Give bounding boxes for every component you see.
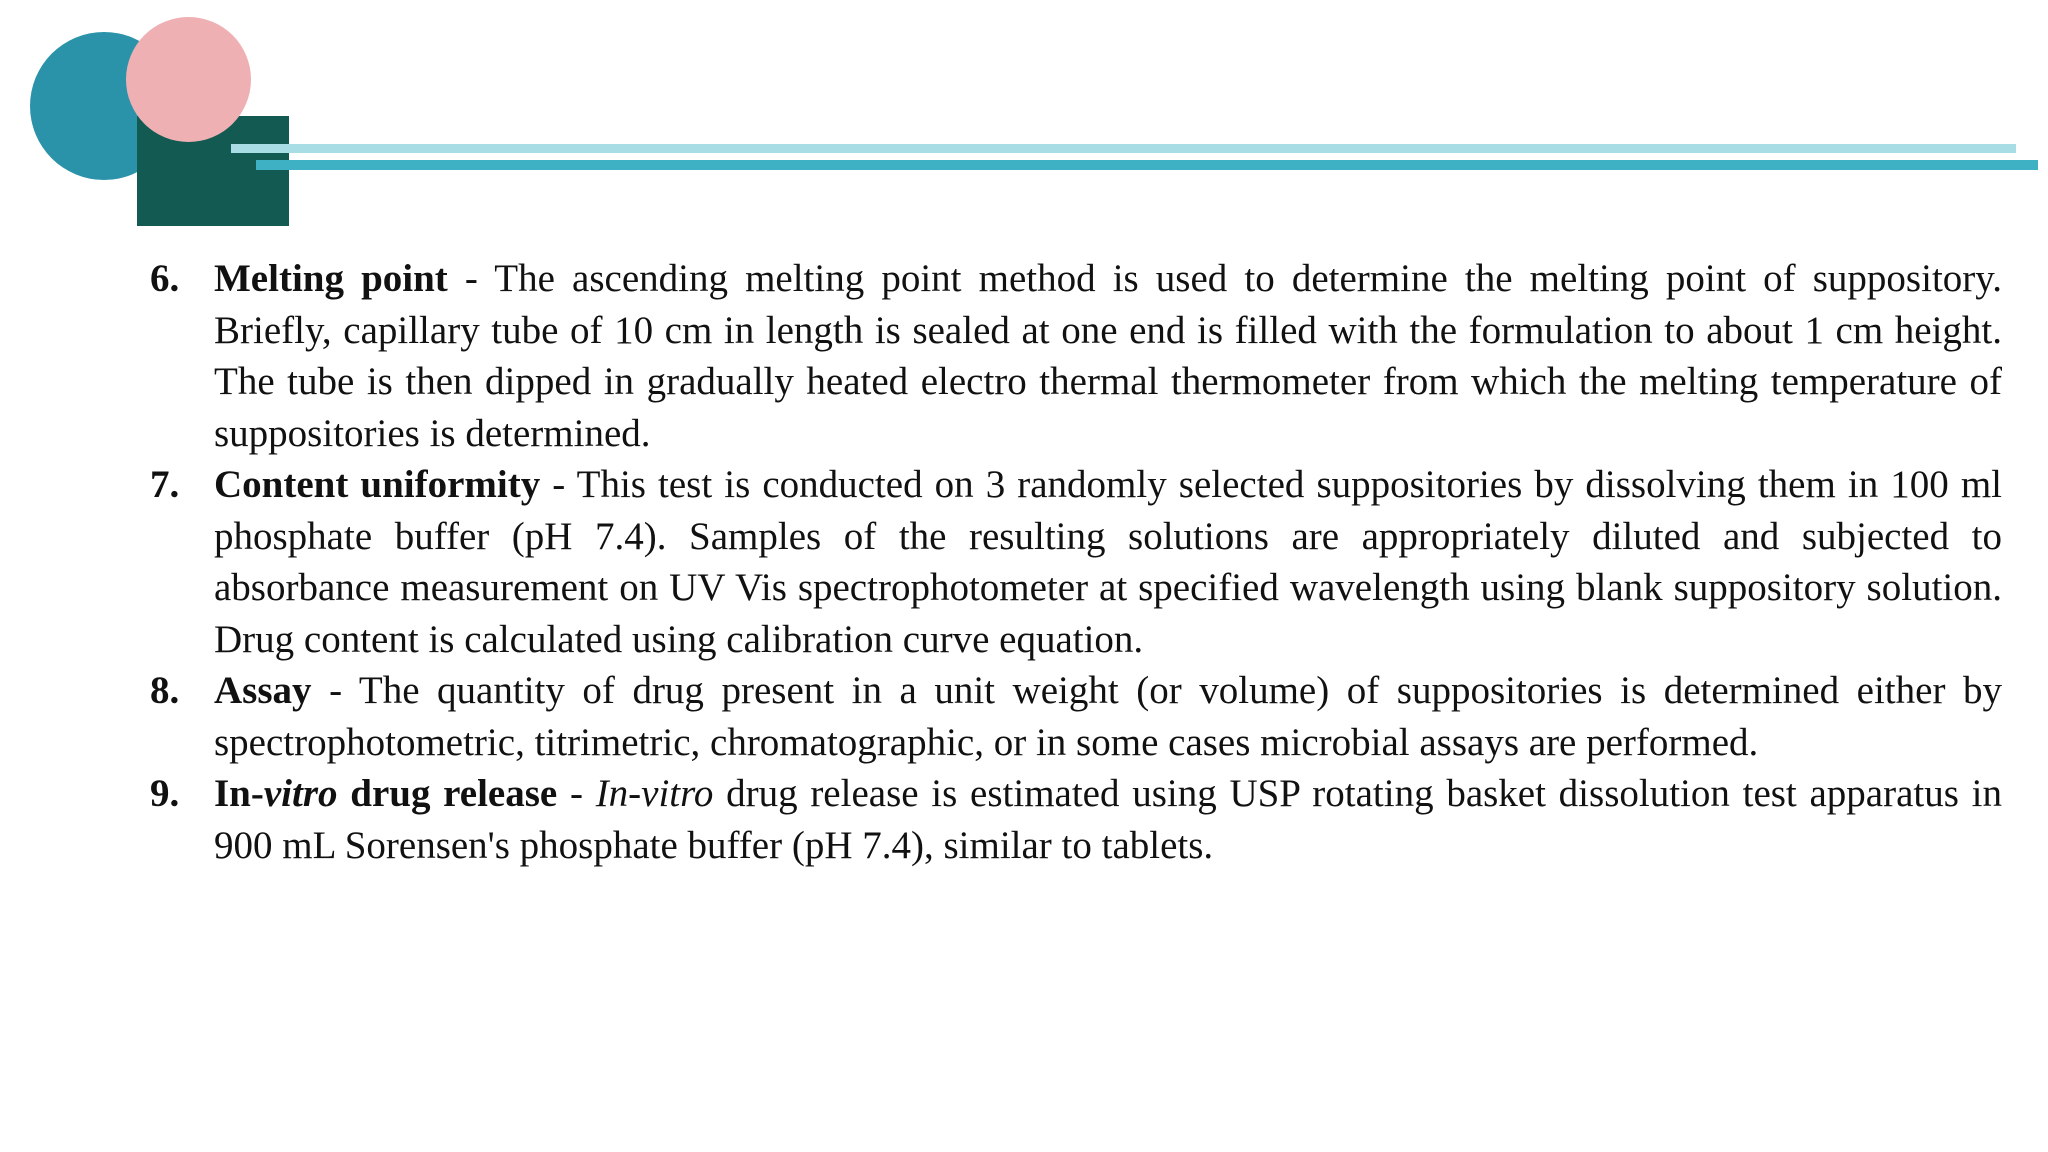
item-separator: - <box>540 463 577 506</box>
list-number: 6. <box>150 257 180 300</box>
item-body-italic: In-vitro <box>595 772 714 815</box>
list-number: 7. <box>150 463 180 506</box>
decorative-dark-line <box>256 160 2038 170</box>
item-body: The ascending melting point method is used to determine the melting point of suppository. Briefly, capillary tube of 10 cm in length is sealed at one end is filled with the formulation to about 1 cm height. The tube is then dipped in gradually heated electro thermal thermometer from which the melting temperature of suppositories is determined. <box>214 257 2002 455</box>
item-separator: - <box>557 772 596 815</box>
item-term <box>214 772 557 815</box>
item-body: This test is conducted on 3 randomly selected suppositories by dissolving them in 100 ml phosphate buffer (pH 7.4). Samples of the resulting solutions are appropriately diluted and subjected to absorbance measurement on UV Vis spectrophotometer at specified wavelength using blank suppository solution. Drug content is calculated using calibration curve equation. <box>214 463 2002 661</box>
list-item-text <box>214 253 2002 459</box>
item-term-italic: vitro <box>263 772 338 815</box>
list-number: 8. <box>150 669 180 712</box>
list-item-melting-point <box>150 253 2002 459</box>
list-item-content-uniformity <box>150 459 2002 665</box>
item-separator: - <box>311 669 359 712</box>
decorative-light-line <box>231 144 2016 153</box>
list-item-in-vitro-drug-release <box>150 768 2002 871</box>
item-term: Melting point <box>214 257 448 300</box>
list-number: 9. <box>150 772 180 815</box>
item-body: drug release is estimated using USP rotating basket dissolution test apparatus in 900 mL Sorensen's phosphate buffer (pH 7.4), similar to tablets. <box>214 772 2002 867</box>
decorative-pink-circle <box>126 17 251 142</box>
item-term-prefix: In- <box>214 772 264 815</box>
item-term: Content uniformity <box>214 463 541 506</box>
list-item-text <box>214 459 2002 665</box>
item-term: Assay <box>214 669 312 712</box>
item-term-suffix: drug release <box>337 772 558 815</box>
list-item-text <box>214 665 2002 768</box>
item-separator: - <box>447 257 495 300</box>
item-body: The quantity of drug present in a unit weight (or volume) of suppositories is determined either by spectrophotometric, titrimetric, chromatographic, or in some cases microbial assays are performed. <box>214 669 2002 764</box>
numbered-list <box>150 253 2002 871</box>
list-item-text <box>214 768 2002 871</box>
list-item-assay <box>150 665 2002 768</box>
